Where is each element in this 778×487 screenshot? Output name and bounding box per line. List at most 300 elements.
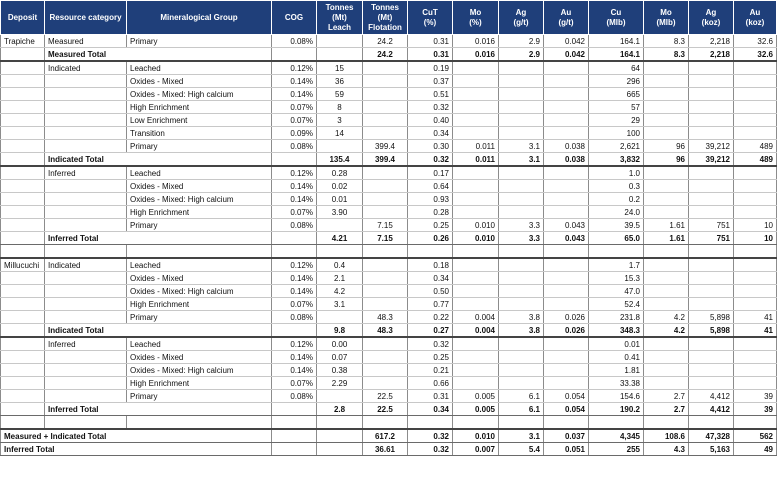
value-cell (544, 193, 589, 206)
value-cell: 3.8 (499, 324, 544, 338)
value-cell (734, 114, 777, 127)
value-cell (453, 75, 499, 88)
value-cell (317, 429, 363, 443)
value-cell: 64 (589, 61, 644, 75)
value-cell (734, 88, 777, 101)
value-cell: 0.12% (272, 258, 317, 272)
value-cell (734, 298, 777, 311)
value-cell: 0.07% (272, 101, 317, 114)
value-cell (689, 114, 734, 127)
table-row (1, 140, 777, 153)
value-cell: 0.64 (408, 180, 453, 193)
value-cell (453, 88, 499, 101)
value-cell (689, 377, 734, 390)
value-cell: 0.005 (453, 390, 499, 403)
value-cell (544, 180, 589, 193)
value-cell (734, 285, 777, 298)
column-header: COG (272, 1, 317, 35)
value-cell: 0.14% (272, 285, 317, 298)
value-cell (499, 272, 544, 285)
value-cell: 0.010 (453, 429, 499, 443)
deposit-cell: Trapiche (1, 35, 45, 48)
value-cell: 47,328 (689, 429, 734, 443)
deposit-cell (1, 48, 45, 62)
column-header: Resource category (45, 1, 127, 35)
value-cell: 0.40 (408, 114, 453, 127)
value-cell (453, 101, 499, 114)
value-cell (689, 298, 734, 311)
category-cell (45, 140, 127, 153)
value-cell (689, 206, 734, 219)
value-cell (499, 166, 544, 180)
value-cell (453, 114, 499, 127)
group-cell: Leached (127, 166, 272, 180)
value-cell: 0.005 (453, 403, 499, 416)
value-cell: 3.1 (499, 140, 544, 153)
value-cell: 0.3 (589, 180, 644, 193)
group-cell: High Enrichment (127, 101, 272, 114)
total-row (1, 429, 777, 443)
value-cell (544, 377, 589, 390)
category-cell (45, 272, 127, 285)
grand-total-label-cell: Measured + Indicated Total (1, 429, 272, 443)
value-cell (544, 127, 589, 140)
value-cell: 3.3 (499, 219, 544, 232)
value-cell: 39,212 (689, 153, 734, 167)
value-cell (689, 88, 734, 101)
value-cell: 96 (644, 153, 689, 167)
deposit-cell (1, 166, 45, 180)
value-cell: 0.28 (317, 166, 363, 180)
value-cell (363, 88, 408, 101)
value-cell: 65.0 (589, 232, 644, 245)
table-row (1, 337, 777, 351)
deposit-cell (1, 390, 45, 403)
table-row (1, 258, 777, 272)
value-cell (499, 285, 544, 298)
value-cell: 7.15 (363, 232, 408, 245)
value-cell (363, 193, 408, 206)
value-cell: 6.1 (499, 390, 544, 403)
value-cell (363, 114, 408, 127)
value-cell: 2.29 (317, 377, 363, 390)
deposit-cell (1, 311, 45, 324)
table-row (1, 298, 777, 311)
value-cell: 3.1 (499, 153, 544, 167)
value-cell: 108.6 (644, 429, 689, 443)
value-cell (544, 206, 589, 219)
value-cell: 154.6 (589, 390, 644, 403)
value-cell: 8.3 (644, 35, 689, 48)
group-cell: Primary (127, 35, 272, 48)
column-header: Tonnes (Mt) Flotation (363, 1, 408, 35)
value-cell: 0.22 (408, 311, 453, 324)
value-cell (363, 298, 408, 311)
value-cell (453, 61, 499, 75)
value-cell (544, 298, 589, 311)
value-cell: 0.07% (272, 114, 317, 127)
value-cell: 3.8 (499, 311, 544, 324)
value-cell: 0.50 (408, 285, 453, 298)
category-cell (45, 351, 127, 364)
column-header: Au (koz) (734, 1, 777, 35)
value-cell (499, 377, 544, 390)
value-cell: 617.2 (363, 429, 408, 443)
value-cell (689, 337, 734, 351)
value-cell (644, 298, 689, 311)
value-cell (453, 180, 499, 193)
value-cell: 0.12% (272, 166, 317, 180)
value-cell (453, 258, 499, 272)
value-cell (363, 337, 408, 351)
value-cell: 2.7 (644, 403, 689, 416)
value-cell: 4,345 (589, 429, 644, 443)
value-cell (363, 285, 408, 298)
value-cell (689, 193, 734, 206)
value-cell: 0.043 (544, 219, 589, 232)
category-cell (45, 127, 127, 140)
value-cell: 0.051 (544, 443, 589, 456)
value-cell: 41 (734, 311, 777, 324)
category-cell (45, 88, 127, 101)
table-row (1, 180, 777, 193)
value-cell: 5.4 (499, 443, 544, 456)
group-cell: Primary (127, 219, 272, 232)
value-cell: 24.2 (363, 48, 408, 62)
value-cell: 1.7 (589, 258, 644, 272)
value-cell (544, 61, 589, 75)
value-cell: 3.1 (317, 298, 363, 311)
value-cell: 0.28 (408, 206, 453, 219)
value-cell: 1.0 (589, 166, 644, 180)
value-cell: 0.17 (408, 166, 453, 180)
category-cell (45, 311, 127, 324)
value-cell: 4.2 (317, 285, 363, 298)
value-cell (272, 403, 317, 416)
table-row (1, 377, 777, 390)
column-header: CuT (%) (408, 1, 453, 35)
value-cell (734, 206, 777, 219)
deposit-cell (1, 364, 45, 377)
value-cell (317, 140, 363, 153)
value-cell: 562 (734, 429, 777, 443)
value-cell: 0.07% (272, 206, 317, 219)
value-cell: 751 (689, 219, 734, 232)
value-cell (499, 364, 544, 377)
total-label-cell: Indicated Total (45, 324, 272, 338)
value-cell (734, 272, 777, 285)
empty-cell (499, 245, 544, 259)
value-cell (363, 166, 408, 180)
value-cell (499, 180, 544, 193)
value-cell: 4.2 (644, 311, 689, 324)
value-cell: 3.90 (317, 206, 363, 219)
value-cell (544, 166, 589, 180)
value-cell (363, 75, 408, 88)
value-cell: 3 (317, 114, 363, 127)
value-cell: 0.00 (317, 337, 363, 351)
value-cell: 0.31 (408, 35, 453, 48)
value-cell: 0.01 (589, 337, 644, 351)
value-cell: 2.1 (317, 272, 363, 285)
deposit-cell (1, 180, 45, 193)
value-cell: 2.9 (499, 48, 544, 62)
value-cell: 0.18 (408, 258, 453, 272)
empty-cell (272, 416, 317, 430)
deposit-cell (1, 232, 45, 245)
category-cell (45, 377, 127, 390)
value-cell: 0.08% (272, 311, 317, 324)
value-cell: 0.31 (408, 390, 453, 403)
value-cell (734, 127, 777, 140)
value-cell: 0.07% (272, 377, 317, 390)
group-cell: Oxides - Mixed: High calcium (127, 88, 272, 101)
value-cell (644, 61, 689, 75)
value-cell: 0.038 (544, 140, 589, 153)
group-cell: Low Enrichment (127, 114, 272, 127)
value-cell (363, 101, 408, 114)
empty-cell (589, 245, 644, 259)
deposit-cell (1, 285, 45, 298)
value-cell: 0.14% (272, 364, 317, 377)
value-cell (644, 101, 689, 114)
group-cell: Oxides - Mixed: High calcium (127, 364, 272, 377)
category-cell: Indicated (45, 61, 127, 75)
value-cell: 47.0 (589, 285, 644, 298)
deposit-cell (1, 101, 45, 114)
value-cell (644, 272, 689, 285)
value-cell: 2.8 (317, 403, 363, 416)
header-row (1, 1, 777, 35)
value-cell (499, 114, 544, 127)
value-cell: 22.5 (363, 403, 408, 416)
value-cell (689, 272, 734, 285)
value-cell (363, 258, 408, 272)
category-cell (45, 75, 127, 88)
value-cell: 2.9 (499, 35, 544, 48)
empty-cell (272, 245, 317, 259)
value-cell: 665 (589, 88, 644, 101)
value-cell (544, 337, 589, 351)
value-cell (544, 75, 589, 88)
value-cell (734, 351, 777, 364)
value-cell: 2.7 (644, 390, 689, 403)
value-cell: 0.34 (408, 272, 453, 285)
value-cell (363, 61, 408, 75)
empty-cell (45, 416, 127, 430)
value-cell: 57 (589, 101, 644, 114)
value-cell (544, 351, 589, 364)
deposit-cell (1, 219, 45, 232)
value-cell: 24.0 (589, 206, 644, 219)
deposit-cell (1, 140, 45, 153)
value-cell: 8.3 (644, 48, 689, 62)
value-cell: 3,832 (589, 153, 644, 167)
value-cell: 348.3 (589, 324, 644, 338)
spacer-row (1, 416, 777, 430)
value-cell: 489 (734, 153, 777, 167)
group-cell: High Enrichment (127, 298, 272, 311)
value-cell (689, 351, 734, 364)
value-cell: 0.25 (408, 219, 453, 232)
table-row (1, 364, 777, 377)
value-cell: 8 (317, 101, 363, 114)
value-cell: 52.4 (589, 298, 644, 311)
value-cell (544, 285, 589, 298)
value-cell: 489 (734, 140, 777, 153)
column-header: Mineralogical Group (127, 1, 272, 35)
value-cell: 0.042 (544, 35, 589, 48)
value-cell: 0.042 (544, 48, 589, 62)
value-cell: 39 (734, 390, 777, 403)
value-cell: 0.010 (453, 219, 499, 232)
column-header: Cu (Mlb) (589, 1, 644, 35)
value-cell: 0.043 (544, 232, 589, 245)
empty-cell (499, 416, 544, 430)
value-cell: 24.2 (363, 35, 408, 48)
value-cell: 5,898 (689, 324, 734, 338)
value-cell (644, 88, 689, 101)
value-cell (689, 101, 734, 114)
value-cell: 0.08% (272, 35, 317, 48)
value-cell (317, 443, 363, 456)
total-label-cell: Indicated Total (45, 153, 272, 167)
value-cell: 0.4 (317, 258, 363, 272)
value-cell (644, 285, 689, 298)
value-cell (453, 127, 499, 140)
column-header: Au (g/t) (544, 1, 589, 35)
value-cell: 0.14% (272, 75, 317, 88)
category-cell (45, 298, 127, 311)
table-row (1, 390, 777, 403)
deposit-cell (1, 351, 45, 364)
value-cell: 0.004 (453, 311, 499, 324)
value-cell: 22.5 (363, 390, 408, 403)
category-cell (45, 193, 127, 206)
value-cell: 0.026 (544, 324, 589, 338)
value-cell: 6.1 (499, 403, 544, 416)
category-cell (45, 114, 127, 127)
value-cell: 0.12% (272, 337, 317, 351)
value-cell: 0.08% (272, 140, 317, 153)
value-cell (644, 127, 689, 140)
value-cell (499, 337, 544, 351)
value-cell: 0.037 (544, 429, 589, 443)
column-header: Ag (koz) (689, 1, 734, 35)
empty-cell (45, 245, 127, 259)
empty-cell (734, 416, 777, 430)
value-cell (317, 35, 363, 48)
value-cell (644, 206, 689, 219)
value-cell (544, 114, 589, 127)
value-cell (453, 166, 499, 180)
total-label-cell: Inferred Total (45, 232, 272, 245)
value-cell: 0.12% (272, 61, 317, 75)
value-cell: 4.3 (644, 443, 689, 456)
empty-cell (544, 416, 589, 430)
table-row (1, 219, 777, 232)
value-cell: 0.27 (408, 324, 453, 338)
value-cell: 0.011 (453, 140, 499, 153)
value-cell: 96 (644, 140, 689, 153)
value-cell: 10 (734, 219, 777, 232)
value-cell (317, 311, 363, 324)
value-cell: 231.8 (589, 311, 644, 324)
group-cell: High Enrichment (127, 206, 272, 219)
empty-cell (1, 416, 45, 430)
table-row (1, 88, 777, 101)
empty-cell (453, 416, 499, 430)
category-cell (45, 180, 127, 193)
value-cell (272, 153, 317, 167)
value-cell (363, 180, 408, 193)
value-cell: 0.038 (544, 153, 589, 167)
empty-cell (127, 245, 272, 259)
category-cell (45, 219, 127, 232)
group-cell: Oxides - Mixed (127, 272, 272, 285)
value-cell: 39.5 (589, 219, 644, 232)
value-cell (363, 127, 408, 140)
value-cell: 32.6 (734, 48, 777, 62)
value-cell (644, 114, 689, 127)
empty-cell (363, 245, 408, 259)
total-row (1, 403, 777, 416)
empty-cell (317, 245, 363, 259)
value-cell (499, 298, 544, 311)
value-cell: 0.054 (544, 403, 589, 416)
value-cell (317, 48, 363, 62)
total-row (1, 153, 777, 167)
deposit-cell (1, 337, 45, 351)
group-cell: Oxides - Mixed (127, 180, 272, 193)
value-cell: 0.14% (272, 180, 317, 193)
value-cell: 0.08% (272, 390, 317, 403)
value-cell: 0.66 (408, 377, 453, 390)
value-cell: 0.09% (272, 127, 317, 140)
value-cell (644, 75, 689, 88)
table-row (1, 75, 777, 88)
value-cell (689, 285, 734, 298)
value-cell: 0.25 (408, 351, 453, 364)
deposit-cell (1, 88, 45, 101)
value-cell: 0.37 (408, 75, 453, 88)
value-cell (499, 351, 544, 364)
value-cell (453, 337, 499, 351)
value-cell: 33.38 (589, 377, 644, 390)
value-cell (734, 364, 777, 377)
deposit-cell (1, 75, 45, 88)
value-cell: 0.016 (453, 35, 499, 48)
table-row (1, 114, 777, 127)
empty-cell (317, 416, 363, 430)
value-cell (363, 364, 408, 377)
value-cell (644, 180, 689, 193)
value-cell: 0.054 (544, 390, 589, 403)
value-cell (544, 272, 589, 285)
value-cell: 399.4 (363, 153, 408, 167)
value-cell: 164.1 (589, 48, 644, 62)
deposit-cell (1, 298, 45, 311)
value-cell: 32.6 (734, 35, 777, 48)
value-cell: 29 (589, 114, 644, 127)
empty-cell (644, 416, 689, 430)
group-cell: Primary (127, 311, 272, 324)
value-cell: 0.34 (408, 403, 453, 416)
value-cell (644, 364, 689, 377)
value-cell: 10 (734, 232, 777, 245)
value-cell: 5,898 (689, 311, 734, 324)
value-cell (317, 390, 363, 403)
